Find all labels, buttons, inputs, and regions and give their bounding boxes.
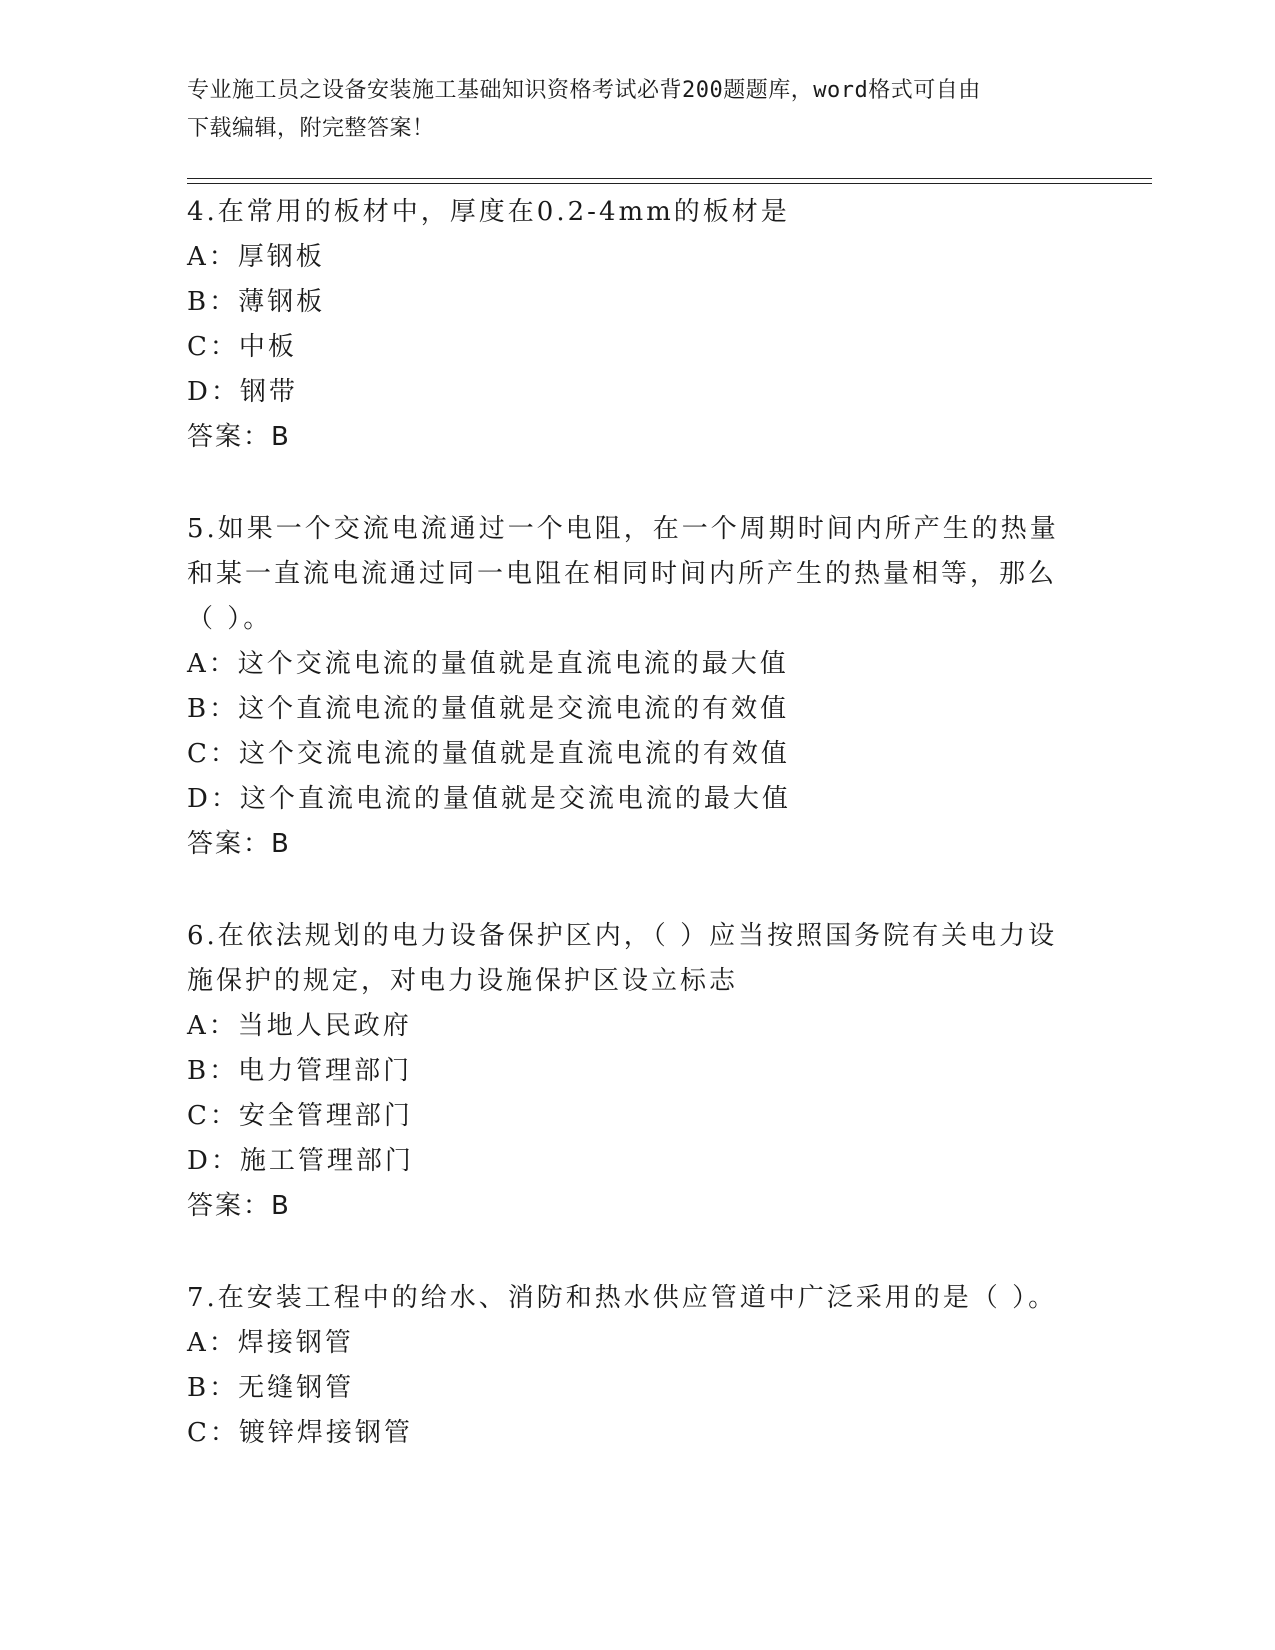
document-header [187, 72, 1067, 148]
question-5 [187, 507, 1087, 867]
answer-line: 答案：B [187, 1191, 291, 1221]
option-b: B：这个直流电流的量值就是交流电流的有效值 [187, 694, 790, 724]
option-a: A：厚钢板 [187, 242, 325, 272]
option-c: C：安全管理部门 [187, 1101, 413, 1131]
question-list [187, 190, 1087, 1503]
option-c: C：这个交流电流的量值就是直流电流的有效值 [187, 739, 790, 769]
answer-line: 答案：B [187, 422, 291, 452]
answer-line: 答案：B [187, 829, 291, 859]
option-d: D：钢带 [187, 377, 298, 407]
question-text: 6.在依法规划的电力设备保护区内，（ ）应当按照国务院有关电力设 [187, 921, 1058, 951]
question-text: 4.在常用的板材中，厚度在0.2-4mm的板材是 [187, 197, 790, 227]
question-7 [187, 1276, 1087, 1456]
question-text: 和某一直流电流通过同一电阻在相同时间内所产生的热量相等，那么 [187, 559, 1058, 589]
option-a: A：当地人民政府 [187, 1011, 412, 1041]
question-text: 5.如果一个交流电流通过一个电阻，在一个周期时间内所产生的热量 [187, 514, 1059, 544]
option-a: A：焊接钢管 [187, 1328, 354, 1358]
question-text: 7.在安装工程中的给水、消防和热水供应管道中广泛采用的是（ ）。 [187, 1283, 1058, 1313]
option-d: D：这个直流电流的量值就是交流电流的最大值 [187, 784, 791, 814]
option-b: B：无缝钢管 [187, 1373, 355, 1403]
option-b: B：薄钢板 [187, 287, 326, 317]
header-line-1: 专业施工员之设备安装施工基础知识资格考试必背200题题库，word格式可自由 [187, 78, 981, 103]
option-c: C：中板 [187, 332, 297, 362]
header-divider-top [187, 178, 1152, 179]
header-divider-bottom [187, 183, 1152, 184]
question-4 [187, 190, 1087, 460]
option-b: B：电力管理部门 [187, 1056, 413, 1086]
option-d: D：施工管理部门 [187, 1146, 414, 1176]
question-6 [187, 914, 1087, 1229]
header-line-2: 下载编辑，附完整答案！ [187, 116, 435, 141]
option-a: A：这个交流电流的量值就是直流电流的最大值 [187, 649, 789, 679]
question-text: （ ）。 [187, 604, 273, 634]
question-text: 施保护的规定，对电力设施保护区设立标志 [187, 966, 739, 996]
option-c: C：镀锌焊接钢管 [187, 1418, 413, 1448]
